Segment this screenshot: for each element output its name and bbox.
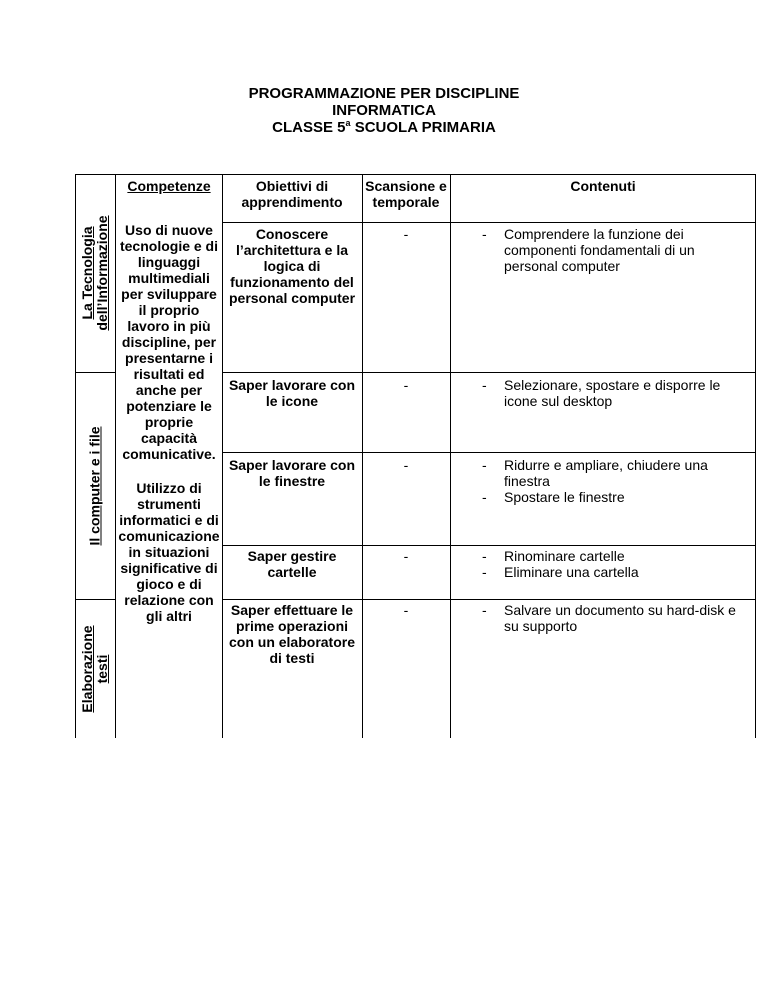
contenuto-5-1: - Salvare un documento su hard-disk e su supporto: [480, 602, 748, 634]
contenuto-2-1: - Selezionare, spostare e disporre le icone sul desktop: [480, 377, 748, 409]
section-1-line-1: La Tecnologia: [79, 226, 95, 320]
header-scansione: Scansione e temporale: [365, 178, 447, 210]
section-3-line-2: testi: [94, 654, 110, 684]
obiettivo-3: Saper lavorare con le finestre: [228, 457, 356, 489]
contenuto-3-2: - Spostare le finestre: [480, 489, 748, 505]
scansione-1: -: [403, 226, 409, 242]
contenuti-5: [480, 602, 748, 634]
header-obiettivi: Obiettivi di apprendimento: [241, 178, 343, 210]
obiettivo-5: Saper effettuare le prime operazioni con un elaboratore di testi: [228, 602, 356, 666]
competenze-text: [118, 222, 220, 738]
section-3-line-1: Elaborazione: [79, 625, 95, 713]
contenuto-3-1: - Ridurre e ampliare, chiudere una finestra: [480, 457, 748, 489]
title-line-1: PROGRAMMAZIONE PER DISCIPLINE: [248, 85, 520, 102]
title-class-sup: a: [345, 118, 351, 128]
contenuto-4-1: - Rinominare cartelle: [480, 548, 748, 564]
scansione-3: -: [403, 457, 409, 473]
obiettivo-2: Saper lavorare con le icone: [228, 377, 356, 409]
contenuto-1-1: - Comprendere la funzione dei componenti fondamentali di un personal computer: [480, 226, 748, 274]
competenza-1: Uso di nuove tecnologie e di linguaggi multimediali per sviluppare il proprio lavoro in più discipline, per presentarne i risultati ed anche per potenziare le proprie capacità comunicative.: [119, 222, 218, 462]
contenuti-3: [480, 457, 748, 505]
obiettivo-1: Conoscere l’architettura e la logica di funzionamento del personal computer: [228, 226, 356, 306]
title-class: CLASSE 5: [272, 119, 346, 136]
header-contenuti: Contenuti: [570, 178, 636, 194]
scansione-4: -: [403, 548, 409, 564]
contenuto-4-2: - Eliminare una cartella: [480, 564, 748, 580]
competenza-2: Utilizzo di strumenti informatici e di comunicazione in situazioni significative di gioco e di relazione con gli altri: [118, 480, 220, 624]
section-label-elaborazione-testi: [78, 601, 112, 737]
obiettivo-4: Saper gestire cartelle: [247, 548, 337, 580]
scansione-2: -: [403, 377, 409, 393]
title-line-2: INFORMATICA: [332, 102, 436, 119]
title-line-3: [0, 119, 768, 137]
contenuti-1: [480, 226, 748, 274]
section-label-computer-file: [78, 374, 112, 597]
title-school: SCUOLA PRIMARIA: [350, 119, 496, 136]
section-label-tecnologia: [78, 176, 112, 370]
header-competenze: Competenze: [127, 178, 211, 194]
contenuti-2: [480, 377, 748, 409]
section-1-line-2: dell’Informazione: [94, 215, 110, 331]
section-2-line-1: Il computer e i file: [86, 425, 103, 546]
contenuti-4: [480, 548, 748, 580]
scansione-5: -: [403, 602, 409, 618]
